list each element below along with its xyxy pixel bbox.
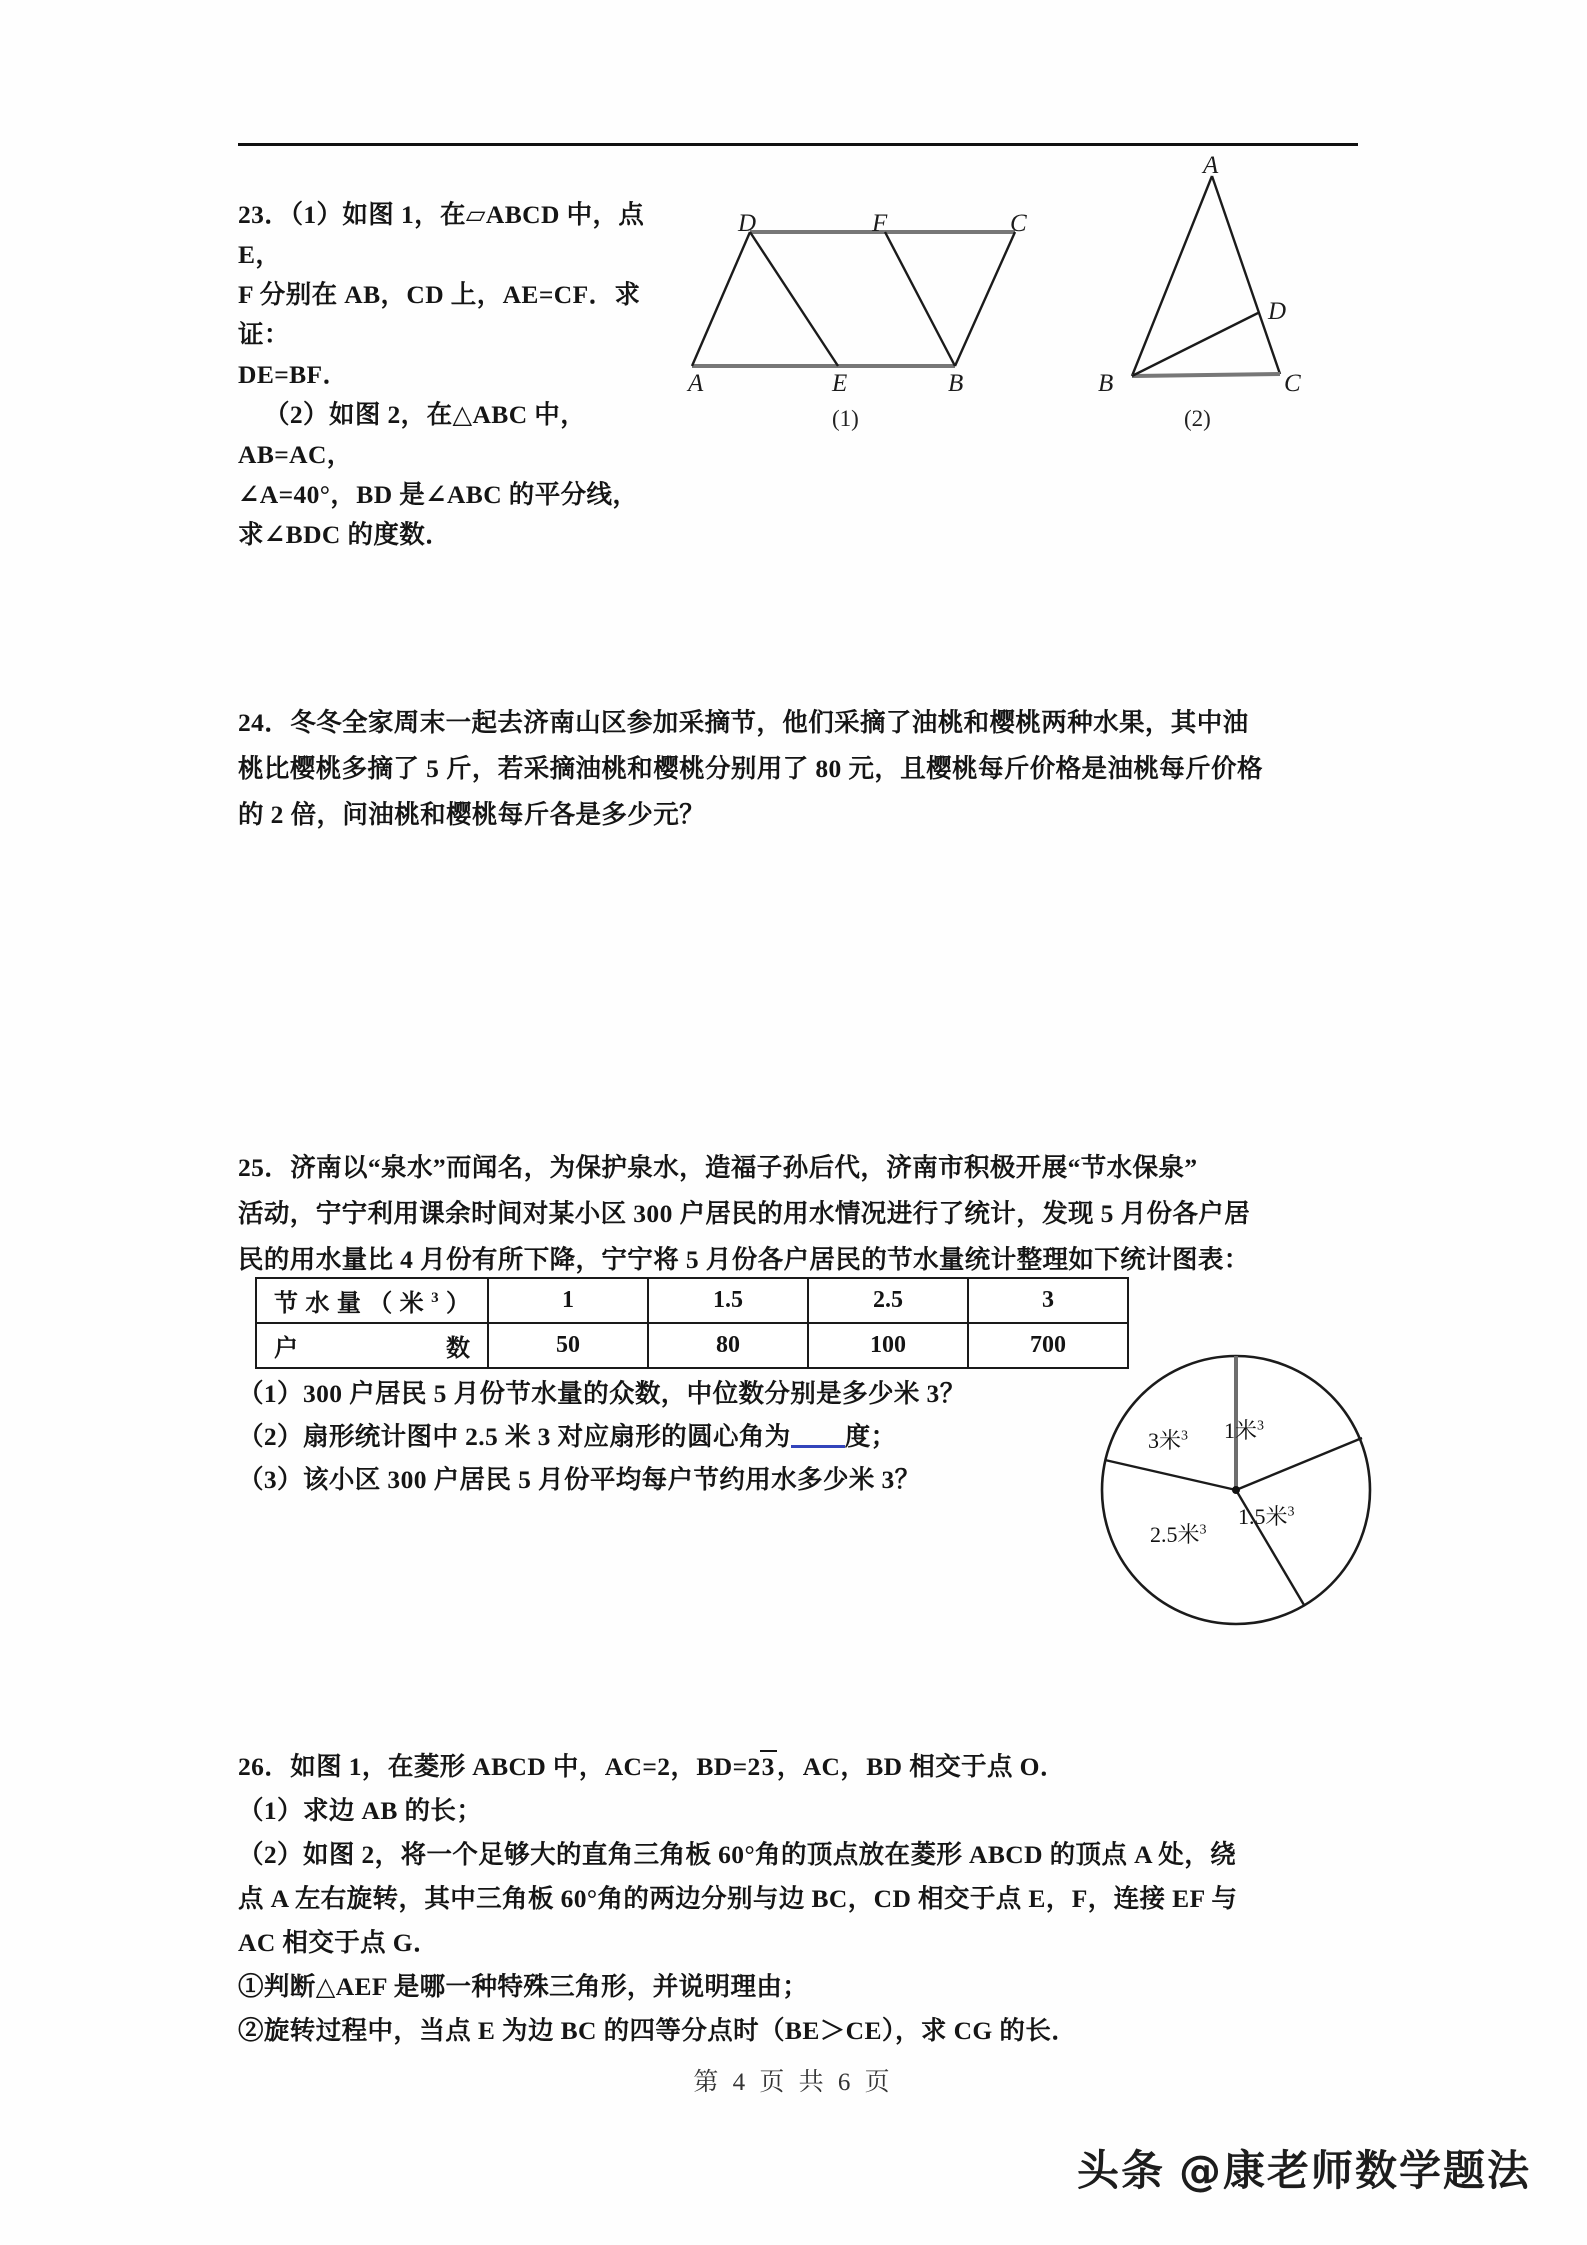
q25-line-3: 民的用水量比 4 月份有所下降，宁宁将 5 月份各户居民的节水量统计整理如下统计图表： xyxy=(238,1245,1250,1274)
q26-line-6: ①判断△AEF 是哪一种特殊三角形，并说明理由； xyxy=(238,1972,809,2001)
q24-line-3: 的 2 倍，问油桃和樱桃每斤各是多少元？ xyxy=(238,800,706,829)
q26-line-1-text: 26．如图 1，在菱形 ABCD 中，AC=2，BD=2 xyxy=(238,1752,761,1781)
pie-slice-label-1-text: 1米 xyxy=(1224,1418,1258,1443)
q23-line-3: DE=BF． xyxy=(238,360,349,389)
table-row-categories xyxy=(256,1278,1128,1323)
pie-slice-label-1-5-text: 1.5米 xyxy=(1238,1504,1288,1529)
pie-slice-label-2-5-text: 2.5米 xyxy=(1150,1522,1200,1547)
figure-2-label-A: A xyxy=(1203,152,1219,179)
q26-line-2: （1）求边 AB 的长； xyxy=(238,1796,483,1825)
table-header-amount-sup: 3 xyxy=(431,1290,439,1306)
pie-slice-label-3 xyxy=(1148,1424,1188,1455)
table-cell-value-3: 700 xyxy=(968,1323,1128,1368)
table-header-households xyxy=(256,1323,488,1368)
table-cell-category-2: 2.5 xyxy=(808,1278,968,1323)
table-cell-category-1: 1.5 xyxy=(648,1278,808,1323)
question-25-subquestions xyxy=(238,1372,1068,1501)
table-cell-value-2: 100 xyxy=(808,1323,968,1368)
question-23-figures xyxy=(680,152,1380,450)
figure-2-label-B: B xyxy=(1098,370,1114,397)
watermark-head: 头条 xyxy=(1076,2146,1165,2195)
figure-1-caption: (1) xyxy=(832,406,859,431)
watermark xyxy=(1077,2138,1531,2198)
pie-chart-svg xyxy=(1098,1352,1374,1628)
pie-slice-label-3-sup: 3 xyxy=(1181,1428,1189,1444)
table-cell-value-0: 50 xyxy=(488,1323,648,1368)
q25-sub-1: （1）300 户居民 5 月份节水量的众数，中位数分别是多少米 3？ xyxy=(238,1379,966,1408)
figure-1-label-E: E xyxy=(832,370,848,397)
q25-line-2: 活动，宁宁利用课余时间对某小区 300 户居民的用水情况进行了统计，发现 5 月份各户居 xyxy=(238,1199,1251,1228)
table-header-households-b: 数 xyxy=(446,1336,470,1362)
figure-2-label-C: C xyxy=(1284,370,1301,397)
figure-1-parallelogram xyxy=(680,208,1060,458)
figure-1-label-D: D xyxy=(738,210,757,237)
q24-line-1: 24．冬冬全家周末一起去济南山区参加采摘节，他们采摘了油桃和樱桃两种水果，其中油 xyxy=(238,708,1249,737)
q26-line-1-tail: ，AC，BD 相交于点 O． xyxy=(776,1752,1066,1781)
q25-sub-2 xyxy=(238,1415,1068,1458)
square-root xyxy=(761,1745,777,1789)
table-header-households-a: 户 xyxy=(274,1336,446,1362)
question-26 xyxy=(238,1745,1373,2053)
pie-slice-label-3-text: 3米 xyxy=(1148,1428,1182,1453)
pie-slice-label-1-5 xyxy=(1238,1500,1295,1531)
figure-2-caption: (2) xyxy=(1184,406,1211,431)
q25-sub-2-prefix: （2）扇形统计图中 2.5 米 3 对应扇形的圆心角为 xyxy=(238,1422,791,1451)
q25-sub-3: （3）该小区 300 户居民 5 月份平均每户节约用水多少米 3？ xyxy=(238,1465,921,1494)
answer-blank-underline[interactable] xyxy=(791,1423,845,1448)
table-header-amount xyxy=(256,1278,488,1323)
pie-slice-label-2-5 xyxy=(1150,1518,1207,1549)
table-row-values xyxy=(256,1323,1128,1368)
q23-line-1: 23．（1）如图 1，在▱ABCD 中，点 E， xyxy=(238,200,652,269)
question-25 xyxy=(238,1145,1368,1283)
pie-slice-label-2-5-sup: 3 xyxy=(1199,1522,1207,1538)
q26-line-4: 点 A 左右旋转，其中三角板 60°角的两边分别与边 BC，CD 相交于点 E，F，连接 EF 与 xyxy=(238,1884,1238,1913)
table-header-amount-tail: ） xyxy=(438,1291,471,1317)
pie-slice-label-1-sup: 3 xyxy=(1257,1418,1265,1434)
q26-line-3: （2）如图 2，将一个足够大的直角三角板 60°角的顶点放在菱形 ABCD 的顶点 A 处，绕 xyxy=(238,1840,1237,1869)
q24-line-2: 桃比樱桃多摘了 5 斤，若采摘油桃和樱桃分别用了 80 元，且樱桃每斤价格是油桃每斤价格 xyxy=(238,754,1263,783)
figure-1-label-C: C xyxy=(1010,210,1027,237)
q26-line-7: ②旋转过程中，当点 E 为边 BC 的四等分点时（BE＞CE），求 CG 的长． xyxy=(238,2016,1078,2045)
table-cell-category-3: 3 xyxy=(968,1278,1128,1323)
pie-slice-label-1 xyxy=(1224,1414,1264,1445)
q23-line-4 xyxy=(238,395,658,475)
water-saving-pie-chart xyxy=(1098,1352,1374,1628)
figure-2-triangle xyxy=(1090,158,1310,408)
q25-sub-2-suffix: 度； xyxy=(844,1422,897,1451)
table-cell-value-1: 80 xyxy=(648,1323,808,1368)
q25-line-1: 25．济南以“泉水”而闻名，为保护泉水，造福子孙后代，济南市积极开展“节水保泉” xyxy=(238,1153,1198,1182)
figure-1-label-A: A xyxy=(688,370,704,397)
figure-1-label-F: F xyxy=(872,210,888,237)
question-24 xyxy=(238,700,1368,838)
q23-line-6: 求∠BDC 的度数． xyxy=(238,520,452,549)
header-rule xyxy=(238,143,1358,146)
question-23 xyxy=(238,195,658,555)
q23-line-2: F 分别在 AB，CD 上，AE=CF．求证： xyxy=(238,280,641,349)
table-header-amount-text: 节水量（米 xyxy=(274,1291,432,1317)
q23-line-5: ∠A=40°，BD 是∠ABC 的平分线， xyxy=(238,480,639,509)
figure-1-label-B: B xyxy=(948,370,964,397)
table-cell-category-0: 1 xyxy=(488,1278,648,1323)
figure-2-label-D: D xyxy=(1268,298,1287,325)
page-footer: 第 4 页 共 6 页 xyxy=(693,2069,894,2096)
q23-line-4-text: （2）如图 2，在△ABC 中，AB=AC， xyxy=(238,400,587,469)
square-root-radicand: 3 xyxy=(761,1752,775,1781)
pie-slice-label-1-5-sup: 3 xyxy=(1287,1504,1295,1520)
q26-line-1 xyxy=(238,1745,1373,1789)
water-saving-table xyxy=(255,1277,1129,1369)
watermark-handle: @康老师数学题法 xyxy=(1178,2146,1531,2195)
q26-line-5: AC 相交于点 G． xyxy=(238,1928,439,1957)
